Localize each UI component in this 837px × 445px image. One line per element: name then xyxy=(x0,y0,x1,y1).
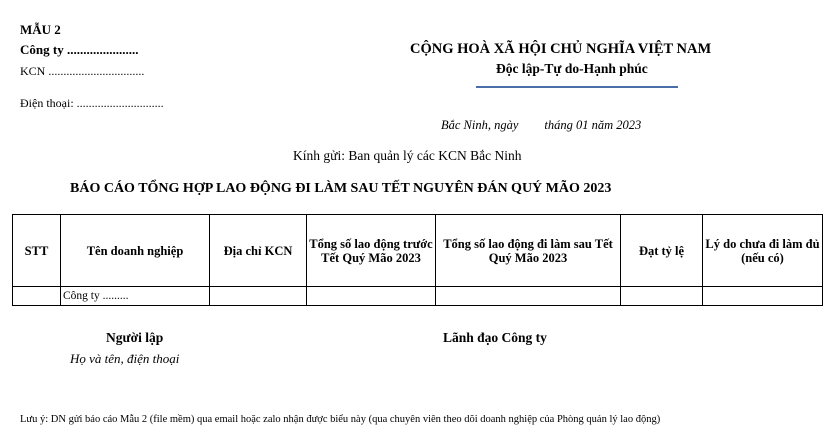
header-stt: STT xyxy=(13,215,61,287)
report-title: BÁO CÁO TỔNG HỢP LAO ĐỘNG ĐI LÀM SAU TẾT NGUYÊN ĐÁN QUÝ MÃO 2023 xyxy=(70,181,612,196)
kcn-line: KCN ................................ xyxy=(20,64,145,78)
company-name-line: Công ty ...................... xyxy=(20,42,139,57)
motto-underline xyxy=(476,86,678,88)
leader-title: Lãnh đạo Công ty xyxy=(443,330,547,345)
cell-reason xyxy=(703,287,823,306)
cell-company-name: Công ty ......... xyxy=(61,287,210,306)
date-place: Bắc Ninh, ngày xyxy=(441,118,519,132)
cell-kcn-address xyxy=(210,287,307,306)
header-workers-after-tet: Tổng số lao động đi làm sau Tết Quý Mão 2023 xyxy=(436,215,621,287)
cell-stt xyxy=(13,287,61,306)
form-label: MẪU 2 xyxy=(20,22,61,37)
cell-workers-before xyxy=(307,287,436,306)
header-rate: Đạt tỷ lệ xyxy=(621,215,703,287)
cell-workers-after xyxy=(436,287,621,306)
recipient-line: Kính gửi: Ban quản lý các KCN Bắc Ninh xyxy=(293,148,522,163)
date-line xyxy=(441,118,641,133)
national-title: CỘNG HOÀ XÃ HỘI CHỦ NGHĨA VIỆT NAM xyxy=(410,41,712,57)
report-table xyxy=(12,214,823,306)
national-motto: Độc lập-Tự do-Hạnh phúc xyxy=(496,61,648,76)
cell-rate xyxy=(621,287,703,306)
header-kcn-address: Địa chỉ KCN xyxy=(210,215,307,287)
header-workers-before-tet: Tổng số lao động trước Tết Quý Mão 2023 xyxy=(307,215,436,287)
preparer-title: Người lập xyxy=(106,330,164,345)
preparer-subtitle: Họ và tên, điện thoại xyxy=(70,351,180,366)
header-company-name: Tên doanh nghiệp xyxy=(61,215,210,287)
table-header-row xyxy=(13,215,823,287)
date-rest: tháng 01 năm 2023 xyxy=(544,118,642,132)
footnote: Lưu ý: DN gửi báo cáo Mẫu 2 (file mềm) qua email hoặc zalo nhận được biểu này (qua chuyên viên theo dõi doanh nghiệp của Phòng quản lý lao động) xyxy=(20,414,661,425)
phone-line: Điện thoại: ............................. xyxy=(20,96,164,110)
table-row xyxy=(13,287,823,306)
header-reason: Lý do chưa đi làm đủ (nếu có) xyxy=(703,215,823,287)
